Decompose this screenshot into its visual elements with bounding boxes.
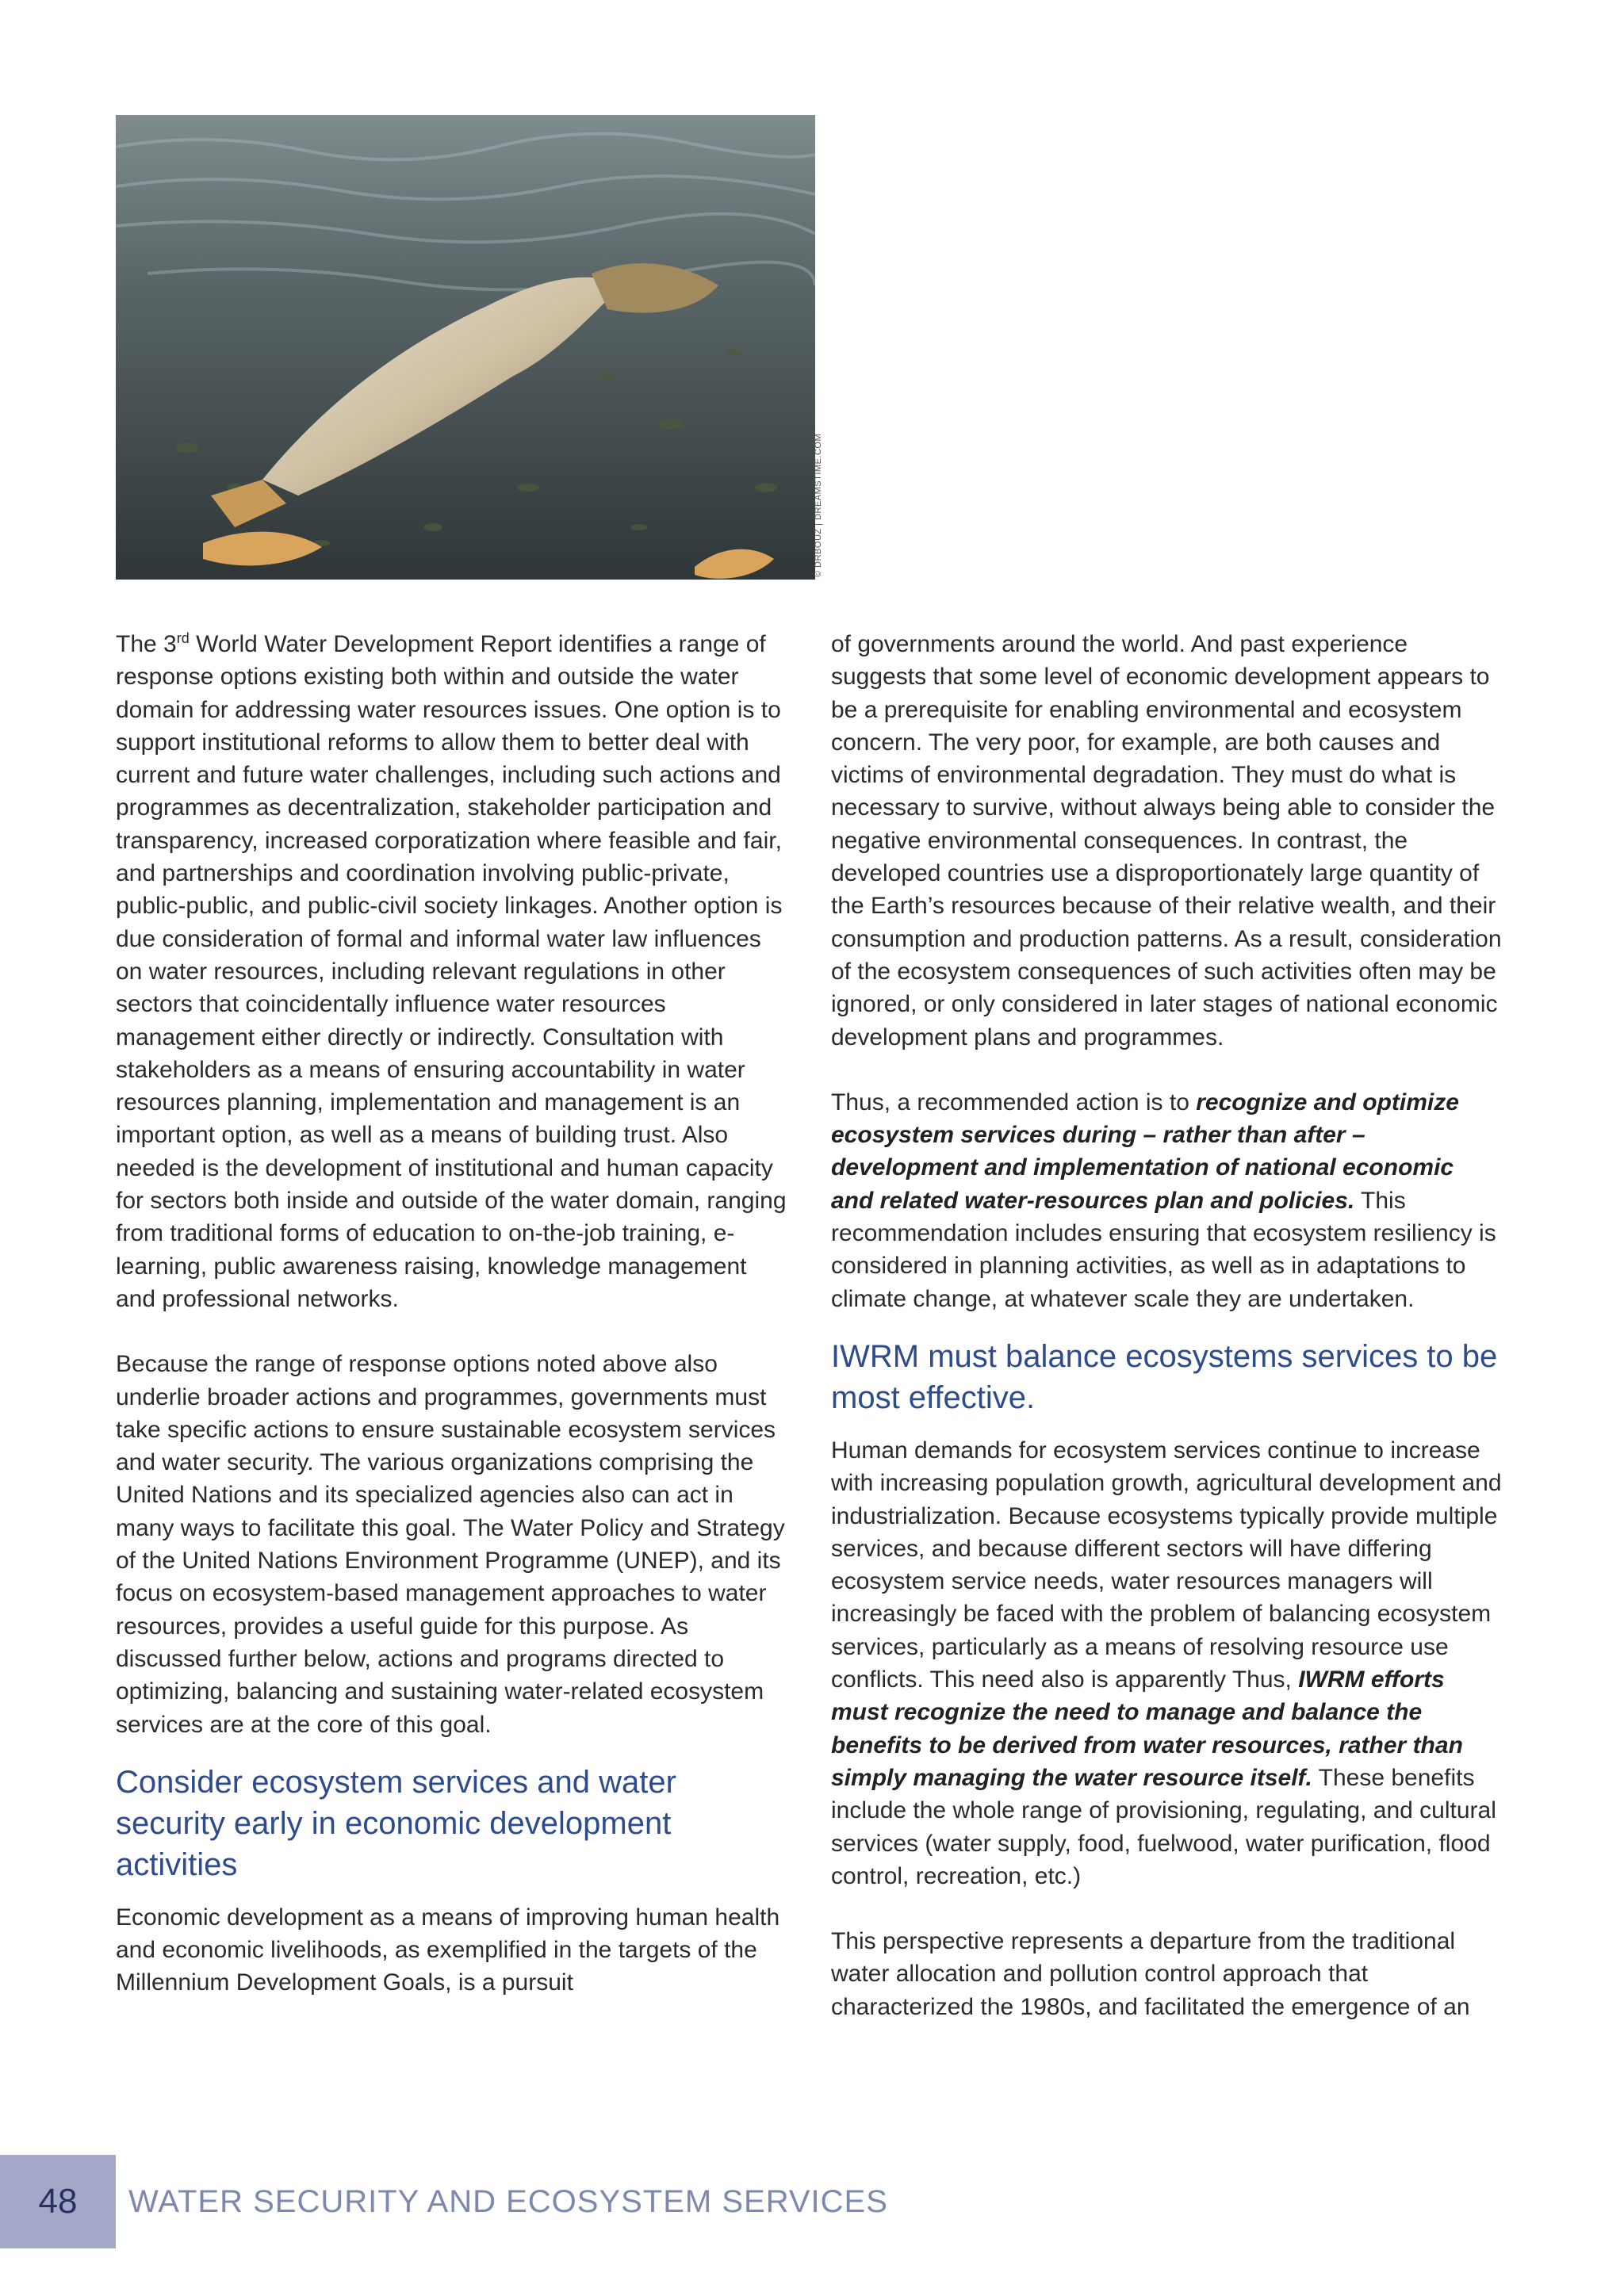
right-column [831, 628, 1502, 2023]
paragraph: Economic development as a means of improving human health and economic livelihoods, as exemplified in the targets of the Millennium Development Goals, is a pursuit [116, 1904, 780, 1996]
photo-credit: © DRBOUZ | DREAMSTIME.COM [814, 433, 823, 577]
emphasis: recognize and optimize ecosystem services during – rather than after – development and implementation of national economic and related water-resources plan and policies. [831, 1089, 1459, 1214]
paragraph: This perspective represents a departure from the traditional water allocation and pollution control approach that characterized the 1980s, and facilitated the emergence of an [831, 1928, 1470, 2020]
paragraph: of governments around the world. And past experience suggests that some level of economic development appears to be a prerequisite for enabling environmental and ecosystem concern. The very poor, for example, are both causes and victims of environmental degradation. They must do what is necessary to survive, without always being able to consider the negative environmental consequences. In contrast, the developed countries use a disproportionately large quantity of the Earth’s resources because of their relative wealth, and their consumption and production patterns. As a result, consideration of the ecosystem consequences of such activities often may be ignored, or only considered in later stages of national economic development plans and programmes. [831, 631, 1502, 1050]
dead-fish-photo [116, 115, 815, 580]
left-column [116, 628, 787, 1999]
paragraph: Thus, a recommended action is to recognize and optimize ecosystem services during – rather than after – development and implementation of national economic and related water-resources plan and policies. This recommendation includes ensuring that ecosystem resiliency is considered in planning activities, as well as in adaptations to climate change, at whatever scale they are undertaken. [831, 1089, 1496, 1312]
paragraph: Because the range of response options noted above also underlie broader actions and programmes, governments must take specific actions to ensure sustainable ecosystem services and water security. The various organizations comprising the United Nations and its specialized agencies also can act in many ways to facilitate this goal. The Water Policy and Strategy of the United Nations Environment Programme (UNEP), and its focus on ecosystem-based management approaches to water resources, provides a useful guide for this purpose. As discussed further below, actions and programs directed to optimizing, balancing and sustaining water-related ecosystem services are at the core of this goal. [116, 1351, 785, 1738]
paragraph: The 3rd World Water Development Report identifies a range of response options existing both within and outside the water domain for addressing water resources issues. One option is to support institutional reforms to allow them to better deal with current and future water challenges, including such actions and programmes as decentralization, stakeholder participation and transparency, increased corporatization where feasible and fair, and partnerships and coordination involving public-private, public-public, and public-civil society linkages. Another option is due consideration of formal and informal water law influences on water resources, including relevant regulations in other sectors that coincidentally influence water resources management either directly or indirectly. Consultation with stakeholders as a means of ensuring accountability in water resources planning, implementation and management is an important option, as well as a means of building trust. Also needed is the development of institutional and human capacity for sectors both inside and outside of the water domain, ranging from traditional forms of education to on-the-job training, e-learning, public awareness raising, knowledge management and professional networks. [116, 630, 787, 1312]
section-heading: Consider ecosystem services and water security early in economic development activities [116, 1764, 676, 1882]
paragraph: Human demands for ecosystem services continue to increase with increasing population growth, agricultural development and industrialization. Because ecosystems typically provide multiple services, and because different sectors will have differing ecosystem service needs, water resources managers will increasingly be faced with the problem of balancing ecosystem services, particularly as a means of resolving resource use conflicts. This need also is apparently Thus, IWRM efforts must recognize the need to manage and balance the benefits to be derived from water resources, rather than simply managing the water resource itself. These benefits include the whole range of provisioning, regulating, and cultural services (water supply, food, fuelwood, water purification, flood control, recreation, etc.) [831, 1437, 1502, 1889]
emphasis: IWRM efforts must recognize the need to manage and balance the benefits to be derived from water resources, rather than simply managing the water resource itself. [831, 1667, 1463, 1791]
page-number: 48 [0, 2155, 116, 2248]
running-footer-title: WATER SECURITY AND ECOSYSTEM SERVICES [128, 2184, 888, 2219]
section-heading: IWRM must balance ecosystems services to be most effective. [831, 1338, 1498, 1415]
